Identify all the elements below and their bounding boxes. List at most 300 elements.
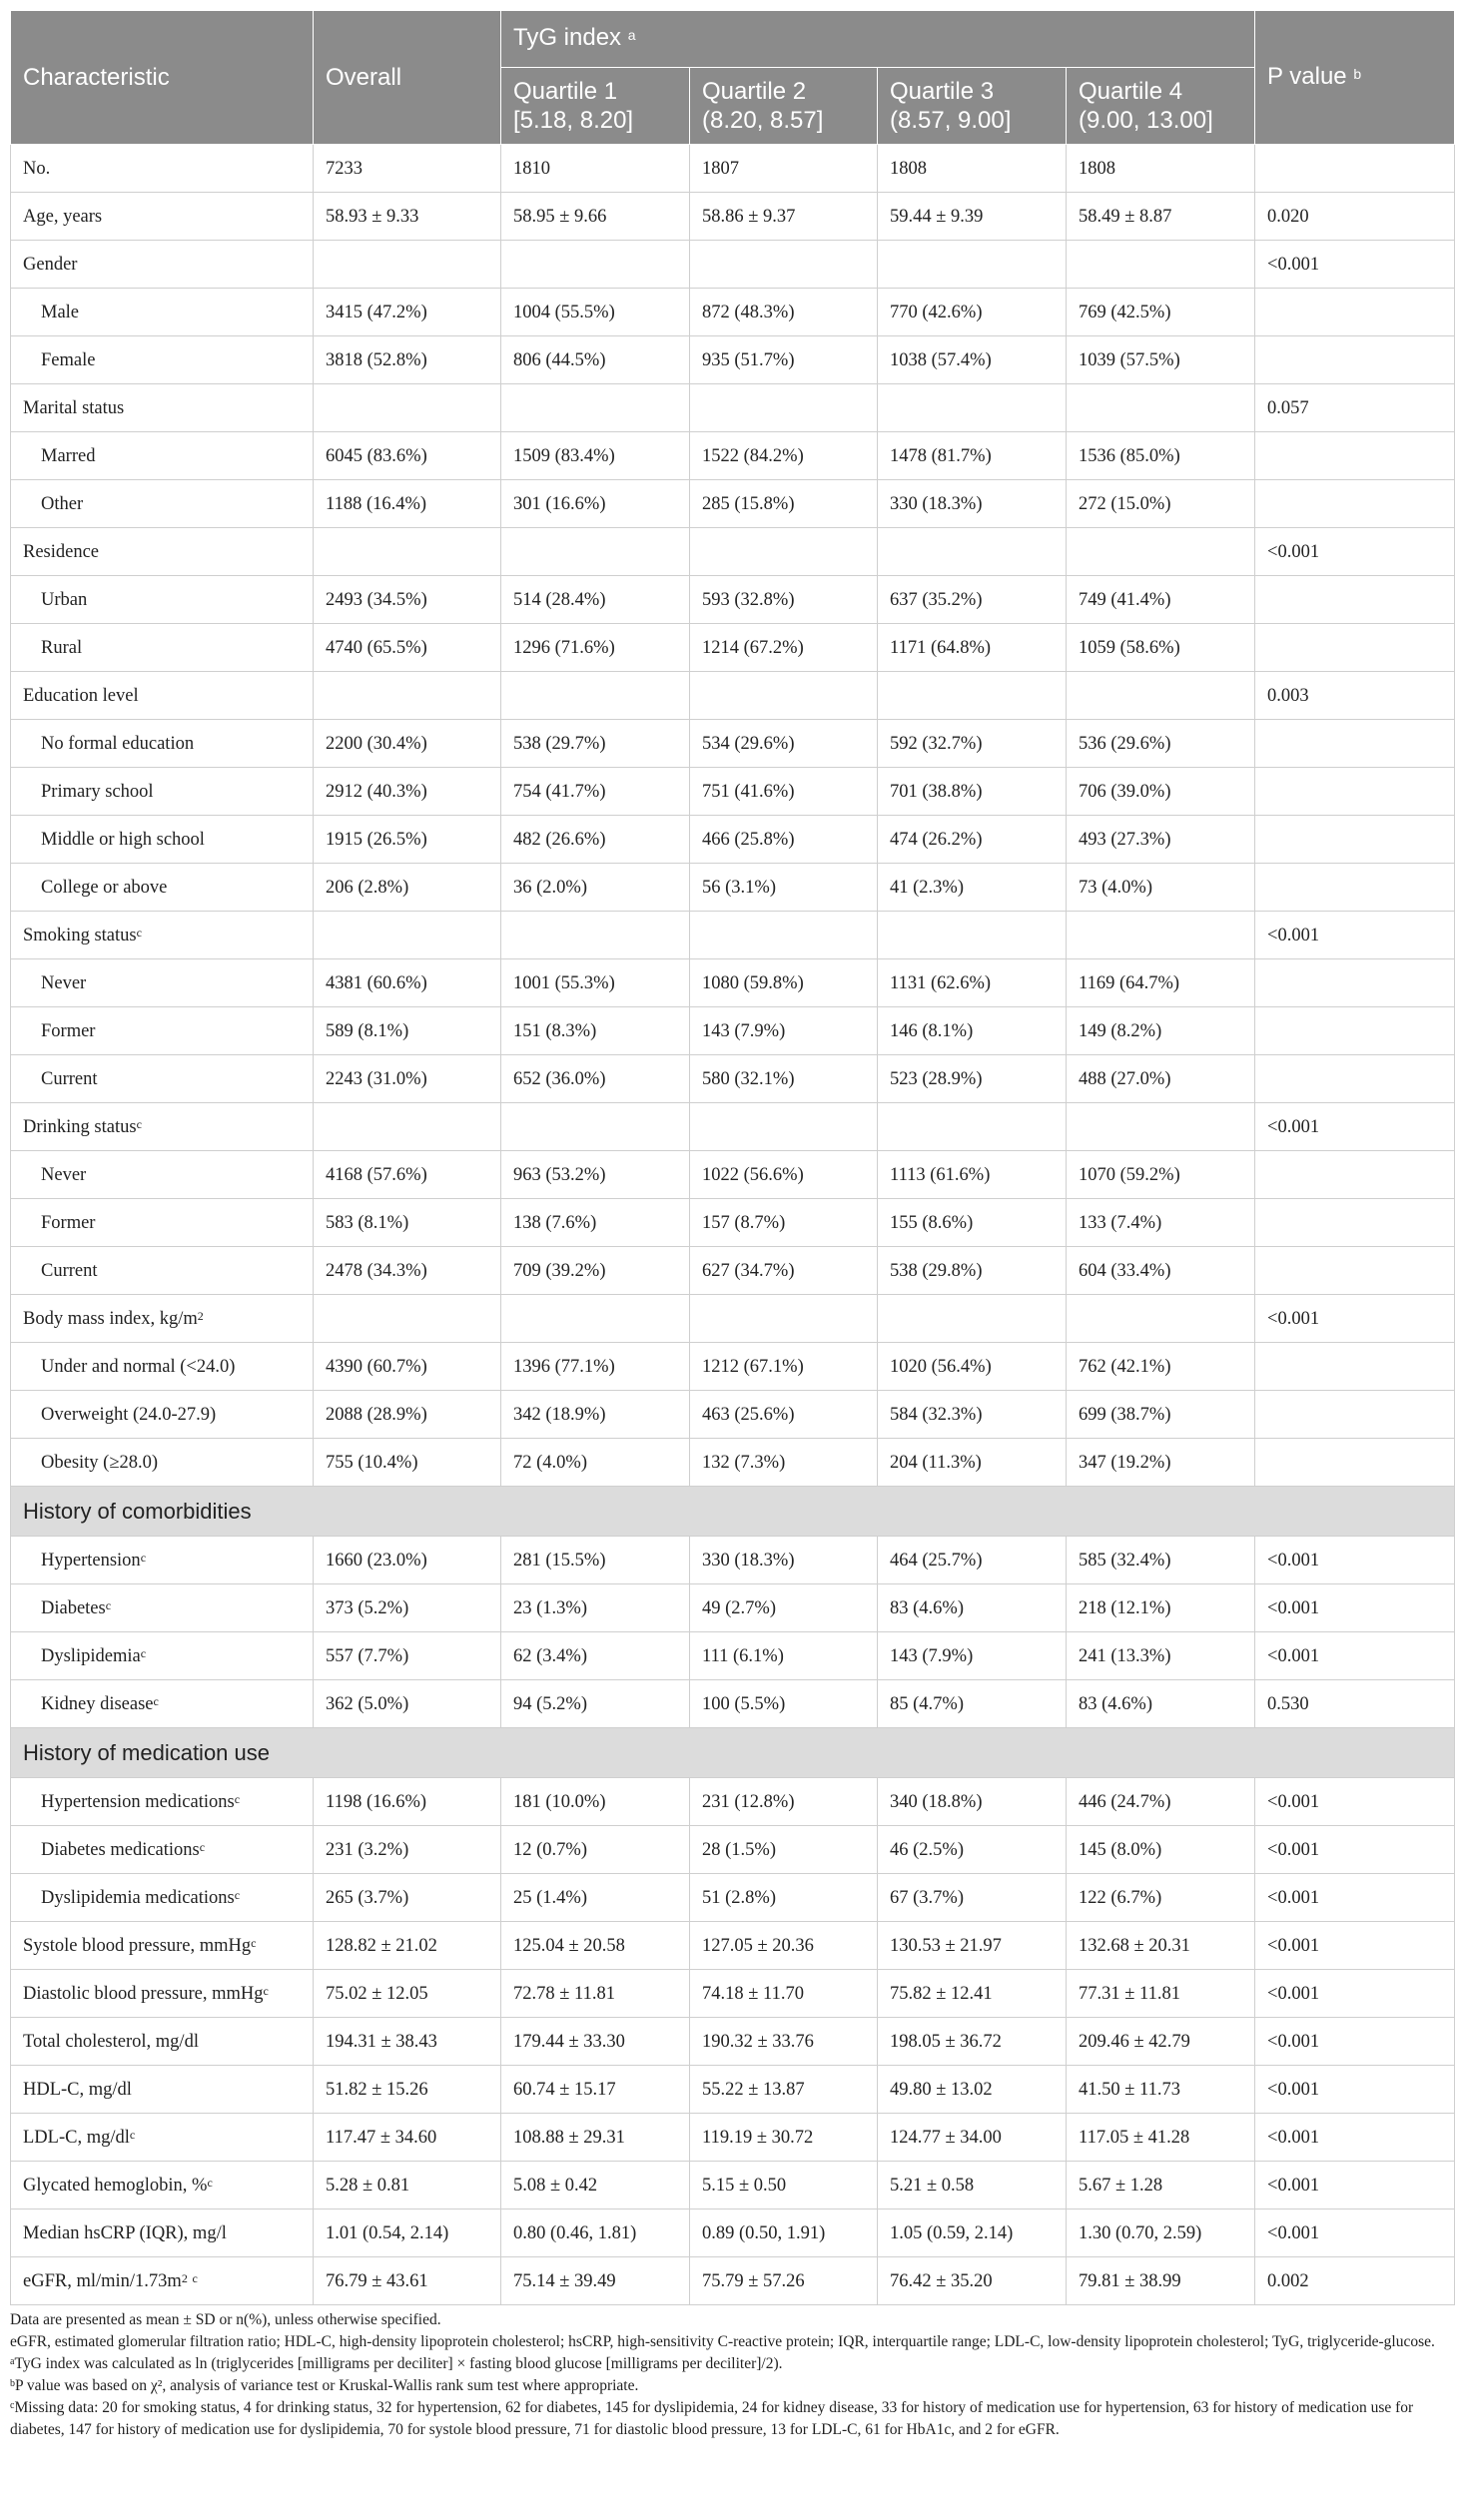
p-value-cell bbox=[1255, 1151, 1455, 1199]
overall-cell: 5.28 ± 0.81 bbox=[314, 2162, 501, 2209]
quartile-2-cell bbox=[690, 384, 878, 432]
overall-cell bbox=[314, 912, 501, 959]
quartile-3-cell: 637 (35.2%) bbox=[878, 576, 1067, 624]
overall-cell: 128.82 ± 21.02 bbox=[314, 1922, 501, 1970]
quartile-4-cell: 58.49 ± 8.87 bbox=[1067, 193, 1255, 241]
table-row bbox=[11, 672, 1455, 720]
p-value-cell bbox=[1255, 480, 1455, 528]
table-row bbox=[11, 1343, 1455, 1391]
quartile-1-cell: 94 (5.2%) bbox=[501, 1680, 690, 1728]
row-label bbox=[11, 528, 314, 576]
row-label-text: Middle or high school bbox=[41, 829, 205, 850]
overall-cell: 3415 (47.2%) bbox=[314, 289, 501, 336]
row-label-text: Total cholesterol, mg/dl bbox=[23, 2031, 199, 2052]
footnote bbox=[10, 2397, 1454, 2441]
overall-cell bbox=[314, 384, 501, 432]
overall-cell: 117.47 ± 34.60 bbox=[314, 2114, 501, 2162]
row-label bbox=[11, 2066, 314, 2114]
row-label-text: Diastolic blood pressure, mmHg bbox=[23, 1983, 264, 2004]
row-label bbox=[11, 1295, 314, 1343]
quartile-2-cell: 132 (7.3%) bbox=[690, 1439, 878, 1487]
quartile-2-cell: 143 (7.9%) bbox=[690, 1007, 878, 1055]
table-row bbox=[11, 1007, 1455, 1055]
quartile-1-cell: 72.78 ± 11.81 bbox=[501, 1970, 690, 2018]
row-label bbox=[11, 1922, 314, 1970]
row-label bbox=[11, 1343, 314, 1391]
quartile-4-cell: 218 (12.1%) bbox=[1067, 1584, 1255, 1632]
row-label-text: Never bbox=[41, 1164, 87, 1185]
footnote-text: eGFR, estimated glomerular filtration ratio; HDL-C, high-density lipoprotein cholesterol; hsCRP, high-sensitivity C-reactive protein; IQR, interquartile range; LDL-C, low-density lipoprotein cholesterol; TyG, triglyceride-glucose. bbox=[10, 2333, 1435, 2350]
quartile-2-cell: 1212 (67.1%) bbox=[690, 1343, 878, 1391]
row-label-text: No formal education bbox=[41, 733, 195, 754]
overall-cell bbox=[314, 672, 501, 720]
quartile-2-cell: 100 (5.5%) bbox=[690, 1680, 878, 1728]
quartile-1-cell: 1001 (55.3%) bbox=[501, 959, 690, 1007]
quartile-3-cell: 330 (18.3%) bbox=[878, 480, 1067, 528]
header-quartile-2: Quartile 2 (8.20, 8.57] bbox=[690, 68, 878, 145]
p-value-cell: <0.001 bbox=[1255, 1537, 1455, 1584]
quartile-3-cell: 464 (25.7%) bbox=[878, 1537, 1067, 1584]
overall-cell: 76.79 ± 43.61 bbox=[314, 2257, 501, 2305]
quartile-4-cell bbox=[1067, 1295, 1255, 1343]
quartile-3-cell: 1131 (62.6%) bbox=[878, 959, 1067, 1007]
quartile-1-cell bbox=[501, 241, 690, 289]
overall-cell: 1.01 (0.54, 2.14) bbox=[314, 2209, 501, 2257]
table-row bbox=[11, 528, 1455, 576]
quartile-1-cell: 5.08 ± 0.42 bbox=[501, 2162, 690, 2209]
quartile-1-cell: 181 (10.0%) bbox=[501, 1778, 690, 1826]
row-label bbox=[11, 432, 314, 480]
row-label bbox=[11, 768, 314, 816]
quartile-3-cell: 1478 (81.7%) bbox=[878, 432, 1067, 480]
p-value-cell: <0.001 bbox=[1255, 1826, 1455, 1874]
quartile-1-cell: 151 (8.3%) bbox=[501, 1007, 690, 1055]
quartile-3-cell: 46 (2.5%) bbox=[878, 1826, 1067, 1874]
quartile-4-cell: 493 (27.3%) bbox=[1067, 816, 1255, 864]
row-label-superscript: c bbox=[207, 2175, 213, 2190]
p-value-cell bbox=[1255, 624, 1455, 672]
quartile-2-cell: 1080 (59.8%) bbox=[690, 959, 878, 1007]
quartile-4-cell: 762 (42.1%) bbox=[1067, 1343, 1255, 1391]
header-characteristic: Characteristic bbox=[11, 11, 314, 145]
quartile-3-cell: 592 (32.7%) bbox=[878, 720, 1067, 768]
quartile-2-cell: 1522 (84.2%) bbox=[690, 432, 878, 480]
quartile-2-cell: 119.19 ± 30.72 bbox=[690, 2114, 878, 2162]
overall-cell: 265 (3.7%) bbox=[314, 1874, 501, 1922]
quartile-3-cell: 340 (18.8%) bbox=[878, 1778, 1067, 1826]
row-label-text: Current bbox=[41, 1260, 98, 1281]
overall-cell: 4168 (57.6%) bbox=[314, 1151, 501, 1199]
section-heading: History of medication use bbox=[11, 1728, 1455, 1778]
row-label bbox=[11, 1826, 314, 1874]
quartile-1-cell bbox=[501, 1295, 690, 1343]
table-row bbox=[11, 432, 1455, 480]
overall-cell: 58.93 ± 9.33 bbox=[314, 193, 501, 241]
row-label-text: Current bbox=[41, 1068, 98, 1089]
table-row bbox=[11, 624, 1455, 672]
row-label-text: Dyslipidemia bbox=[41, 1645, 141, 1666]
quartile-1-cell: 514 (28.4%) bbox=[501, 576, 690, 624]
quartile-4-cell bbox=[1067, 528, 1255, 576]
table-row bbox=[11, 384, 1455, 432]
row-label-text: Median hsCRP (IQR), mg/l bbox=[23, 2222, 227, 2243]
p-value-cell: 0.002 bbox=[1255, 2257, 1455, 2305]
quartile-4-cell: 604 (33.4%) bbox=[1067, 1247, 1255, 1295]
table-row bbox=[11, 2257, 1455, 2305]
quartile-3-cell bbox=[878, 912, 1067, 959]
footnote-text: P value was based on χ², analysis of variance test or Kruskal-Wallis rank sum test where appropriate. bbox=[15, 2377, 639, 2394]
header-quartile-4: Quartile 4 (9.00, 13.00] bbox=[1067, 68, 1255, 145]
quartile-1-cell: 25 (1.4%) bbox=[501, 1874, 690, 1922]
row-label bbox=[11, 1151, 314, 1199]
overall-cell: 6045 (83.6%) bbox=[314, 432, 501, 480]
quartile-1-cell bbox=[501, 384, 690, 432]
overall-cell: 557 (7.7%) bbox=[314, 1632, 501, 1680]
quartile-4-cell: 133 (7.4%) bbox=[1067, 1199, 1255, 1247]
quartile-3-cell: 67 (3.7%) bbox=[878, 1874, 1067, 1922]
quartile-3-cell: 143 (7.9%) bbox=[878, 1632, 1067, 1680]
row-label bbox=[11, 1103, 314, 1151]
quartile-1-cell: 138 (7.6%) bbox=[501, 1199, 690, 1247]
quartile-2-cell: 1214 (67.2%) bbox=[690, 624, 878, 672]
row-label bbox=[11, 1584, 314, 1632]
footnote bbox=[10, 2353, 1454, 2375]
footnote-marker: a bbox=[10, 2356, 15, 2367]
overall-cell: 362 (5.0%) bbox=[314, 1680, 501, 1728]
quartile-1-cell: 23 (1.3%) bbox=[501, 1584, 690, 1632]
overall-cell: 2493 (34.5%) bbox=[314, 576, 501, 624]
quartile-2-cell: 75.79 ± 57.26 bbox=[690, 2257, 878, 2305]
quartile-1-cell: 1296 (71.6%) bbox=[501, 624, 690, 672]
quartile-1-cell: 62 (3.4%) bbox=[501, 1632, 690, 1680]
overall-cell: 2912 (40.3%) bbox=[314, 768, 501, 816]
quartile-4-cell: 347 (19.2%) bbox=[1067, 1439, 1255, 1487]
header-quartile-3: Quartile 3 (8.57, 9.00] bbox=[878, 68, 1067, 145]
quartile-4-cell: 149 (8.2%) bbox=[1067, 1007, 1255, 1055]
quartile-2-cell: 190.32 ± 33.76 bbox=[690, 2018, 878, 2066]
quartile-2-cell: 580 (32.1%) bbox=[690, 1055, 878, 1103]
p-value-cell bbox=[1255, 1199, 1455, 1247]
quartile-1-cell: 301 (16.6%) bbox=[501, 480, 690, 528]
quartile-4-cell: 79.81 ± 38.99 bbox=[1067, 2257, 1255, 2305]
p-value-cell bbox=[1255, 1007, 1455, 1055]
row-label bbox=[11, 384, 314, 432]
quartile-1-cell bbox=[501, 672, 690, 720]
table-row bbox=[11, 2066, 1455, 2114]
quartile-2-cell: 466 (25.8%) bbox=[690, 816, 878, 864]
p-value-cell: <0.001 bbox=[1255, 528, 1455, 576]
header-tyg-index: TyG index $^a$ bbox=[501, 11, 1255, 68]
row-label bbox=[11, 912, 314, 959]
p-value-cell: <0.001 bbox=[1255, 2162, 1455, 2209]
table-row bbox=[11, 1199, 1455, 1247]
overall-cell: 583 (8.1%) bbox=[314, 1199, 501, 1247]
table-row bbox=[11, 1055, 1455, 1103]
p-value-cell: <0.001 bbox=[1255, 241, 1455, 289]
p-value-cell: <0.001 bbox=[1255, 1874, 1455, 1922]
quartile-2-cell: 58.86 ± 9.37 bbox=[690, 193, 878, 241]
row-label bbox=[11, 1007, 314, 1055]
footnote bbox=[10, 2309, 1454, 2331]
quartile-2-cell bbox=[690, 528, 878, 576]
quartile-1-cell: 806 (44.5%) bbox=[501, 336, 690, 384]
quartile-4-cell: 83 (4.6%) bbox=[1067, 1680, 1255, 1728]
row-label bbox=[11, 672, 314, 720]
row-label bbox=[11, 241, 314, 289]
quartile-4-cell: 536 (29.6%) bbox=[1067, 720, 1255, 768]
table-body bbox=[11, 145, 1455, 2305]
p-value-cell bbox=[1255, 576, 1455, 624]
footnote bbox=[10, 2331, 1454, 2353]
table-row bbox=[11, 336, 1455, 384]
header-tyg-footnote: a bbox=[627, 27, 636, 43]
quartile-1-cell: 342 (18.9%) bbox=[501, 1391, 690, 1439]
quartile-1-cell: 652 (36.0%) bbox=[501, 1055, 690, 1103]
quartile-4-cell: 145 (8.0%) bbox=[1067, 1826, 1255, 1874]
p-value-cell: <0.001 bbox=[1255, 2066, 1455, 2114]
p-value-cell: 0.057 bbox=[1255, 384, 1455, 432]
table-footnotes bbox=[10, 2309, 1454, 2441]
quartile-4-cell: 446 (24.7%) bbox=[1067, 1778, 1255, 1826]
quartile-3-cell: 204 (11.3%) bbox=[878, 1439, 1067, 1487]
overall-cell: 51.82 ± 15.26 bbox=[314, 2066, 501, 2114]
quartile-3-cell bbox=[878, 672, 1067, 720]
row-label bbox=[11, 864, 314, 912]
quartile-3-cell: 75.82 ± 12.41 bbox=[878, 1970, 1067, 2018]
quartile-2-cell bbox=[690, 1295, 878, 1343]
overall-cell: 1198 (16.6%) bbox=[314, 1778, 501, 1826]
p-value-cell bbox=[1255, 432, 1455, 480]
overall-cell: 4381 (60.6%) bbox=[314, 959, 501, 1007]
p-value-cell bbox=[1255, 289, 1455, 336]
quartile-3-cell: 83 (4.6%) bbox=[878, 1584, 1067, 1632]
quartile-3-cell: 1808 bbox=[878, 145, 1067, 193]
row-label-text: Diabetes medications bbox=[41, 1839, 200, 1860]
row-label bbox=[11, 624, 314, 672]
quartile-4-cell: 241 (13.3%) bbox=[1067, 1632, 1255, 1680]
table-row bbox=[11, 2018, 1455, 2066]
row-label-superscript: 2 bbox=[181, 2270, 188, 2285]
row-label-superscript: c bbox=[129, 2127, 136, 2142]
quartile-2-cell: 627 (34.7%) bbox=[690, 1247, 878, 1295]
quartile-3-cell bbox=[878, 528, 1067, 576]
quartile-4-cell bbox=[1067, 1103, 1255, 1151]
p-value-cell: <0.001 bbox=[1255, 1103, 1455, 1151]
quartile-2-cell: 51 (2.8%) bbox=[690, 1874, 878, 1922]
table-row bbox=[11, 1632, 1455, 1680]
quartile-1-cell: 60.74 ± 15.17 bbox=[501, 2066, 690, 2114]
quartile-2-cell: 593 (32.8%) bbox=[690, 576, 878, 624]
quartile-4-cell: 1.30 (0.70, 2.59) bbox=[1067, 2209, 1255, 2257]
quartile-4-cell: 699 (38.7%) bbox=[1067, 1391, 1255, 1439]
row-label bbox=[11, 480, 314, 528]
table-row bbox=[11, 1151, 1455, 1199]
section-row bbox=[11, 1487, 1455, 1537]
section-row bbox=[11, 1728, 1455, 1778]
table-row bbox=[11, 1584, 1455, 1632]
header-quartile-1: Quartile 1 [5.18, 8.20] bbox=[501, 68, 690, 145]
overall-cell: 2088 (28.9%) bbox=[314, 1391, 501, 1439]
p-value-cell: <0.001 bbox=[1255, 1922, 1455, 1970]
row-label bbox=[11, 145, 314, 193]
row-label-text: Smoking status bbox=[23, 925, 137, 945]
quartile-1-cell: 538 (29.7%) bbox=[501, 720, 690, 768]
row-label-text: Male bbox=[41, 302, 80, 322]
quartile-3-cell: 124.77 ± 34.00 bbox=[878, 2114, 1067, 2162]
overall-cell: 7233 bbox=[314, 145, 501, 193]
row-label-text: Diabetes bbox=[41, 1597, 106, 1618]
quartile-2-cell: 1807 bbox=[690, 145, 878, 193]
row-label-text: Primary school bbox=[41, 781, 154, 802]
quartile-1-cell: 12 (0.7%) bbox=[501, 1826, 690, 1874]
table-row bbox=[11, 193, 1455, 241]
quartile-1-cell: 72 (4.0%) bbox=[501, 1439, 690, 1487]
row-label-text: Gender bbox=[23, 254, 78, 275]
quartile-1-cell: 1810 bbox=[501, 145, 690, 193]
quartile-4-cell: 122 (6.7%) bbox=[1067, 1874, 1255, 1922]
row-label-text: Former bbox=[41, 1020, 96, 1041]
baseline-characteristics-table bbox=[10, 10, 1455, 2305]
overall-cell: 373 (5.2%) bbox=[314, 1584, 501, 1632]
row-label bbox=[11, 1874, 314, 1922]
row-label bbox=[11, 1439, 314, 1487]
quartile-2-cell: 49 (2.7%) bbox=[690, 1584, 878, 1632]
row-label-text: No. bbox=[23, 158, 51, 179]
row-label bbox=[11, 1632, 314, 1680]
quartile-4-cell: 117.05 ± 41.28 bbox=[1067, 2114, 1255, 2162]
p-value-cell bbox=[1255, 1055, 1455, 1103]
row-label bbox=[11, 2018, 314, 2066]
quartile-2-cell: 935 (51.7%) bbox=[690, 336, 878, 384]
quartile-3-cell: 146 (8.1%) bbox=[878, 1007, 1067, 1055]
quartile-4-cell: 73 (4.0%) bbox=[1067, 864, 1255, 912]
row-label-text: Kidney disease bbox=[41, 1693, 154, 1714]
row-label-superscript: c bbox=[153, 1693, 159, 1708]
quartile-3-cell bbox=[878, 384, 1067, 432]
table-row bbox=[11, 145, 1455, 193]
quartile-2-cell: 55.22 ± 13.87 bbox=[690, 2066, 878, 2114]
quartile-3-cell: 701 (38.8%) bbox=[878, 768, 1067, 816]
overall-cell: 75.02 ± 12.05 bbox=[314, 1970, 501, 2018]
table-row bbox=[11, 289, 1455, 336]
quartile-4-cell: 706 (39.0%) bbox=[1067, 768, 1255, 816]
quartile-2-cell bbox=[690, 241, 878, 289]
row-label-text: College or above bbox=[41, 877, 168, 898]
row-label-text: Hypertension medications bbox=[41, 1791, 235, 1812]
quartile-3-cell: 1113 (61.6%) bbox=[878, 1151, 1067, 1199]
quartile-3-cell: 1171 (64.8%) bbox=[878, 624, 1067, 672]
quartile-3-cell bbox=[878, 241, 1067, 289]
overall-cell bbox=[314, 241, 501, 289]
quartile-2-cell: 5.15 ± 0.50 bbox=[690, 2162, 878, 2209]
overall-cell: 194.31 ± 38.43 bbox=[314, 2018, 501, 2066]
quartile-1-cell bbox=[501, 1103, 690, 1151]
row-label bbox=[11, 1778, 314, 1826]
row-label-text: Obesity (≥28.0) bbox=[41, 1452, 159, 1473]
quartile-1-cell bbox=[501, 912, 690, 959]
quartile-2-cell: 0.89 (0.50, 1.91) bbox=[690, 2209, 878, 2257]
quartile-3-cell: 1020 (56.4%) bbox=[878, 1343, 1067, 1391]
quartile-1-cell: 108.88 ± 29.31 bbox=[501, 2114, 690, 2162]
quartile-4-cell: 1070 (59.2%) bbox=[1067, 1151, 1255, 1199]
quartile-4-cell bbox=[1067, 912, 1255, 959]
quartile-2-cell: 74.18 ± 11.70 bbox=[690, 1970, 878, 2018]
overall-cell: 1660 (23.0%) bbox=[314, 1537, 501, 1584]
table-row bbox=[11, 912, 1455, 959]
table-row bbox=[11, 816, 1455, 864]
overall-cell: 2200 (30.4%) bbox=[314, 720, 501, 768]
row-label-text: Female bbox=[41, 349, 96, 370]
row-label bbox=[11, 1680, 314, 1728]
header-p-value: P value $^b$ bbox=[1255, 11, 1455, 145]
p-value-cell: 0.003 bbox=[1255, 672, 1455, 720]
row-label-text: Hypertension bbox=[41, 1550, 141, 1571]
quartile-1-cell bbox=[501, 528, 690, 576]
quartile-2-cell bbox=[690, 912, 878, 959]
table-row bbox=[11, 1537, 1455, 1584]
overall-cell bbox=[314, 528, 501, 576]
quartile-1-cell: 36 (2.0%) bbox=[501, 864, 690, 912]
overall-cell bbox=[314, 1103, 501, 1151]
quartile-4-cell: 769 (42.5%) bbox=[1067, 289, 1255, 336]
quartile-4-cell: 585 (32.4%) bbox=[1067, 1537, 1255, 1584]
row-label-text: Rural bbox=[41, 637, 83, 658]
quartile-4-cell: 41.50 ± 11.73 bbox=[1067, 2066, 1255, 2114]
quartile-1-cell: 1004 (55.5%) bbox=[501, 289, 690, 336]
header-overall: Overall bbox=[314, 11, 501, 145]
p-value-cell: <0.001 bbox=[1255, 1295, 1455, 1343]
quartile-1-cell: 125.04 ± 20.58 bbox=[501, 1922, 690, 1970]
overall-cell: 231 (3.2%) bbox=[314, 1826, 501, 1874]
overall-cell: 4740 (65.5%) bbox=[314, 624, 501, 672]
quartile-2-cell bbox=[690, 1103, 878, 1151]
section-heading: History of comorbidities bbox=[11, 1487, 1455, 1537]
p-value-cell bbox=[1255, 1391, 1455, 1439]
p-value-cell: <0.001 bbox=[1255, 2018, 1455, 2066]
quartile-3-cell: 130.53 ± 21.97 bbox=[878, 1922, 1067, 1970]
p-value-cell: 0.530 bbox=[1255, 1680, 1455, 1728]
quartile-3-cell: 584 (32.3%) bbox=[878, 1391, 1067, 1439]
table-row bbox=[11, 1680, 1455, 1728]
quartile-3-cell: 770 (42.6%) bbox=[878, 289, 1067, 336]
quartile-1-cell: 281 (15.5%) bbox=[501, 1537, 690, 1584]
row-label-text: Overweight (24.0-27.9) bbox=[41, 1404, 217, 1425]
row-label-text: Drinking status bbox=[23, 1116, 137, 1137]
quartile-2-cell: 330 (18.3%) bbox=[690, 1537, 878, 1584]
overall-cell: 206 (2.8%) bbox=[314, 864, 501, 912]
row-label-superscript: c bbox=[199, 1839, 206, 1854]
table-row bbox=[11, 720, 1455, 768]
row-label-text: Former bbox=[41, 1212, 96, 1233]
footnote-marker: b bbox=[10, 2378, 15, 2389]
quartile-4-cell: 1169 (64.7%) bbox=[1067, 959, 1255, 1007]
row-label bbox=[11, 2257, 314, 2305]
table-row bbox=[11, 1826, 1455, 1874]
row-label-text: Under and normal (<24.0) bbox=[41, 1356, 236, 1377]
quartile-3-cell: 41 (2.3%) bbox=[878, 864, 1067, 912]
p-value-cell: <0.001 bbox=[1255, 1970, 1455, 2018]
quartile-3-cell: 49.80 ± 13.02 bbox=[878, 2066, 1067, 2114]
p-value-cell bbox=[1255, 1247, 1455, 1295]
quartile-4-cell bbox=[1067, 241, 1255, 289]
row-label-superscript: c bbox=[263, 1983, 269, 1998]
footnote-text: Missing data: 20 for smoking status, 4 for drinking status, 32 for hypertension, 62 for diabetes, 145 for dyslipidemia, 24 for kidney disease, 33 for history of medication use for hypertension, 63 for history of medication use for diabetes, 147 for history of medication use for dyslipidemia, 70 for systole blood pressure, 71 for diastolic blood pressure, 13 for LDL-C, 61 for HbA1c, and 2 for eGFR. bbox=[10, 2399, 1414, 2438]
p-value-cell bbox=[1255, 959, 1455, 1007]
quartile-3-cell: 5.21 ± 0.58 bbox=[878, 2162, 1067, 2209]
row-label-text: Marital status bbox=[23, 397, 125, 418]
table-row bbox=[11, 1103, 1455, 1151]
quartile-3-cell: 1038 (57.4%) bbox=[878, 336, 1067, 384]
